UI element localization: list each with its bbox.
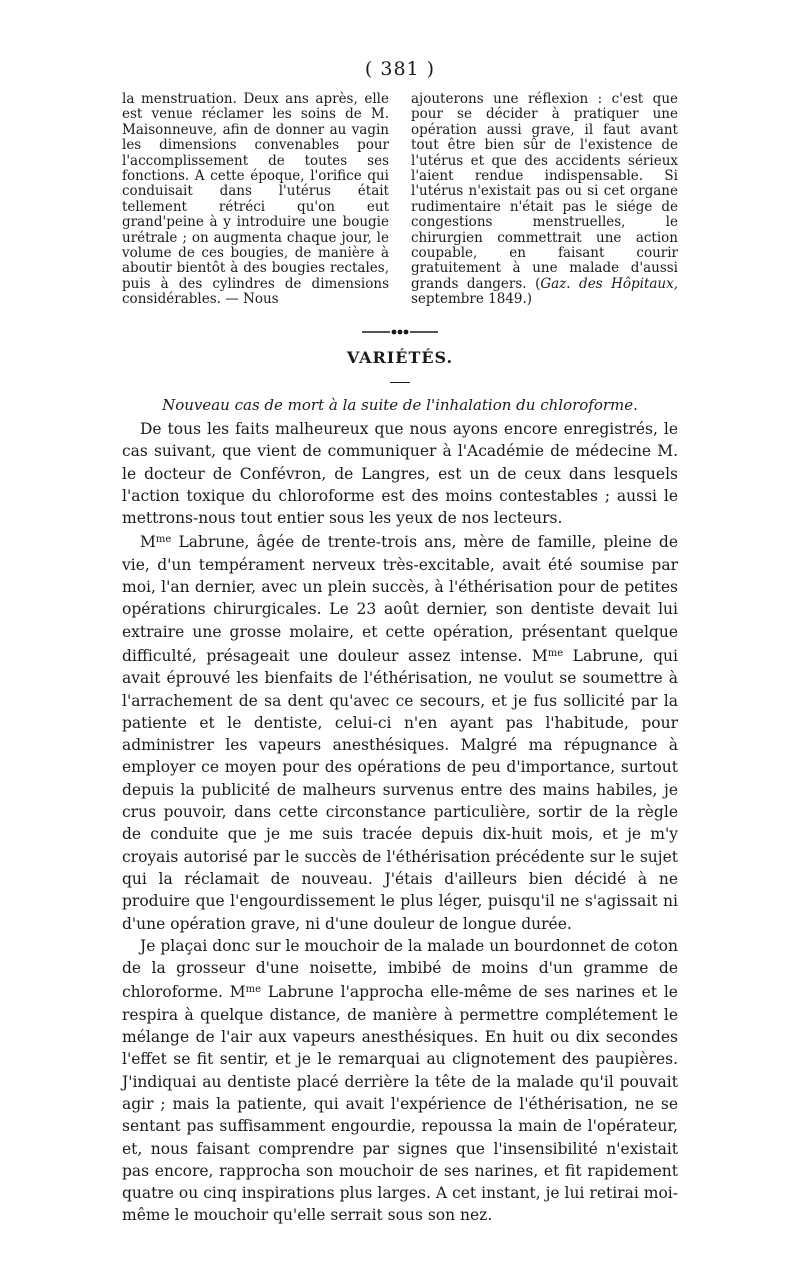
article-body <box>122 418 678 1227</box>
two-column-block <box>122 92 678 308</box>
right-column-paragraph <box>411 92 678 308</box>
paragraph-3-text-cont: Labrune l'approcha elle-même de ses narines et le respira à quelque distance, de manière à permettre complétement le mélange de l'air aux vapeurs anesthésiques. En huit ou dix secondes l'effet se fit sentir, et je le remarquai au clignotement des paupières. J'indiquai au dentiste placé derrière la tête de la malade qu'il pouvait agir ; mais la patiente, qui avait l'expérience de l'éthérisation, ne se sentant pas suffisamment engourdie, repoussa la main de l'opérateur, et, nous faisant comprendre par signes que l'insensibilité n'existait pas encore, rapprocha son mouchoir de ses narines, et fit rapidement quatre ou cinq inspirations plus larges. A cet instant, je lui retirai moi-même le mouchoir qu'elle serrait sous son nez. <box>122 983 678 1225</box>
page-number: ( 381 ) <box>364 58 436 80</box>
article-title: Nouveau cas de mort à la suite de l'inhalation du chloroforme. <box>162 396 638 414</box>
paragraph-3 <box>122 935 678 1227</box>
short-rule-divider <box>390 382 410 383</box>
section-title: VARIÉTÉS. <box>346 348 454 367</box>
paragraph-2 <box>122 529 678 934</box>
right-column-text: ajouterons une réflexion : c'est que pour se décider à pratiquer une opération aussi grave, il faut avant tout être bien sûr de l'existence de l'utérus et que des accidents sérieux l'aient rendue indispensable. Si l'utérus n'existait pas ou si cet organe rudimentaire n'était pas le siége de congestions menstruelles, le chirurgien commettrait une action coupable, en faisant courir gratuitement à une malade d'aussi grands dangers. <box>411 91 678 292</box>
ornament-divider-icon <box>360 328 440 336</box>
citation-source: Gaz. des Hôpitaux, <box>540 275 679 292</box>
left-column-text: la menstruation. Deux ans après, elle est venue réclamer les soins de M. Maisonneuve, afin de donner au vagin les dimensions convenables pour l'accomplissement de toutes ses fonctions. A cette époque, l'orifice qui conduisait dans l'utérus était tellement rétréci qu'on eut grand'peine à y introduire une bougie urétrale ; on augmenta chaque jour, le volume de ces bougies, de manière à aboutir bientôt à des bougies rectales, puis à des cylindres de dimensions considérables. — Nous <box>122 91 389 308</box>
citation-open: ( <box>535 275 541 292</box>
paragraph-2-text: Labrune, âgée de trente-trois ans, mère de famille, pleine de vie, d'un tempérament nerveux très-excitable, avait été soumise par moi, l'an dernier, avec un plein succès, à l'éthérisation pour de petites opérations chirurgicales. Le 23 août dernier, son dentiste devait lui extraire une grosse molaire, et cette opération, présentant quelque difficulté, présageait une douleur assez intense. <box>122 533 678 665</box>
citation-date: septembre 1849.) <box>411 291 533 308</box>
title-sup: me <box>547 647 564 659</box>
paragraph-1: De tous les faits malheureux que nous ayons encore enregistrés, le cas suivant, que vient de communiquer à l'Académie de médecine M. le docteur de Confévron, de Langres, est un de ceux dans lesquels l'action toxique du chloroforme est des moins contestables ; aussi le mettrons-nous tout entier sous les yeux de nos lecteurs. <box>122 420 678 528</box>
title-sup: me <box>245 984 262 996</box>
paragraph-2-text-cont: Labrune, qui avait éprouvé les bienfaits de l'éthérisation, ne voulut se soumettre à l'arrachement de sa dent qu'avec ce secours, et je fus sollicité par la patiente et le dentiste, celui-ci n'en ayant pas l'habitude, pour administrer les vapeurs anesthésiques. Malgré ma répugnance à employer ce moyen pour des opérations de peu d'importance, surtout depuis la publicité de malheurs survenus entre des mains habiles, je crus pouvoir, dans cette circonstance particulière, sortir de la règle de conduite que je me suis tracée depuis dix-huit mois, et je m'y croyais autorisé par le succès de l'éthérisation précédente sur le sujet qui la réclamait de nouveau. J'étais d'ailleurs bien décidé à ne produire que l'engourdissement le plus léger, puisqu'il ne s'agissait ni d'une opération grave, ni d'une douleur de longue durée. <box>122 646 678 933</box>
right-column <box>411 92 678 308</box>
left-column <box>122 92 389 308</box>
title-abbr: M <box>229 983 246 1002</box>
paragraph-3-text: Je plaçai donc sur le mouchoir de la malade un bourdonnet de coton de la grosseur d'une noisette, imbibé de moins d'un gramme de chloroforme. <box>122 936 678 1002</box>
title-abbr: M <box>531 646 548 665</box>
title-abbr: M <box>140 533 156 552</box>
title-sup: me <box>155 534 172 546</box>
